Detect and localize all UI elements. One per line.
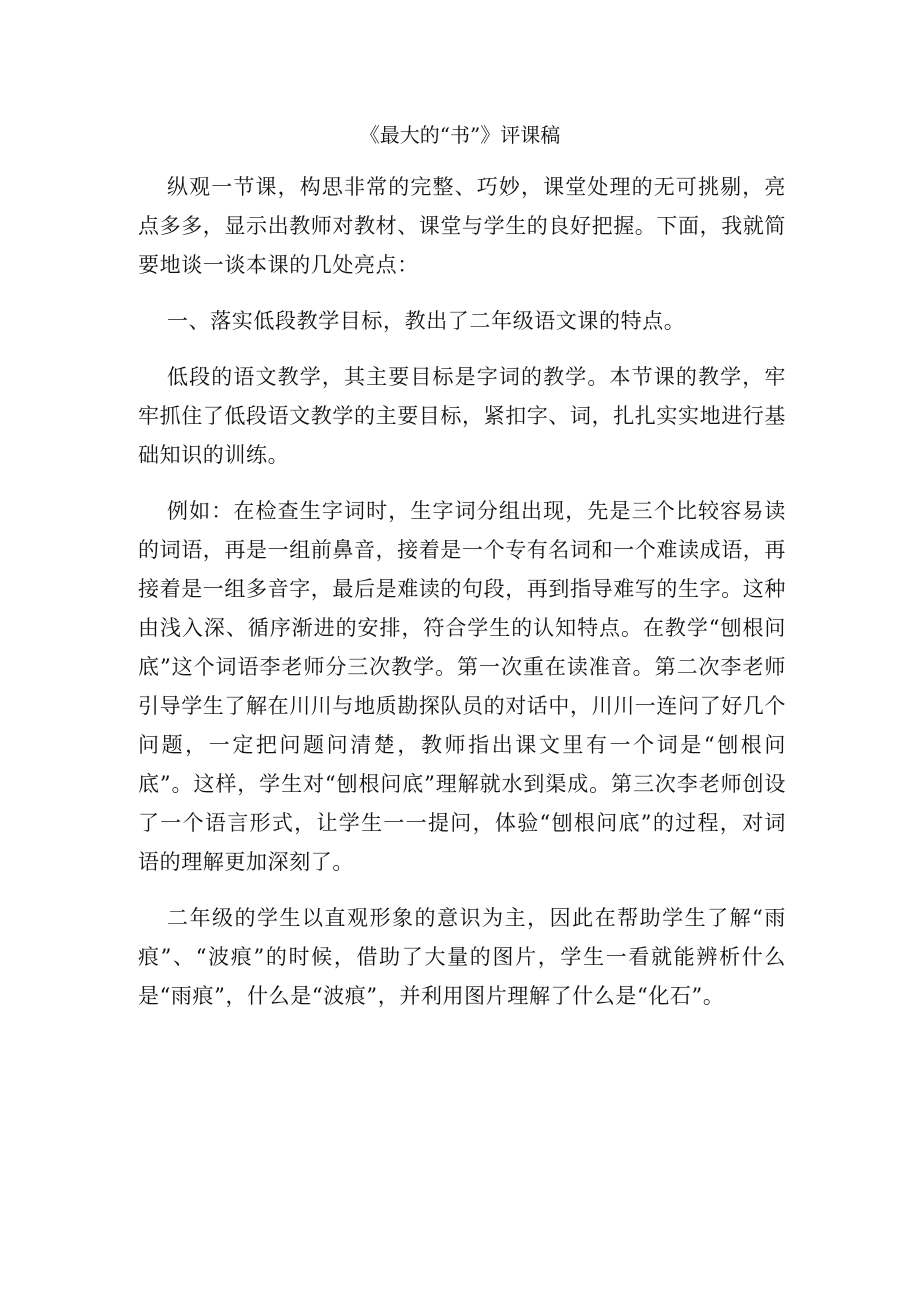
paragraph-goal: 低段的语文教学，其主要目标是字词的教学。本节课的教学，牢牢抓住了低段语文教学的主要目标，紧扣字、词，扎扎实实地进行基础知识的训练。 <box>138 365 786 467</box>
paragraph-images: 二年级的学生以直观形象的意识为主，因此在帮助学生了解“雨痕”、“波痕”的时候，借助了大量的图片，学生一看就能辨析什么是“雨痕”，什么是“波痕”，并利用图片理解了什么是“化石”。 <box>138 906 786 1008</box>
document-title: 《最大的“书”》评课稿 <box>359 123 561 147</box>
paragraph-heading-one: 一、落实低段教学目标，教出了二年级语文课的特点。 <box>167 309 686 333</box>
paragraph-example: 例如：在检查生字词时，生字词分组出现，先是三个比较容易读的词语，再是一组前鼻音，接着是一个专有名词和一个难读成语，再接着是一组多音字，最后是难读的句段，再到指导难写的生字。这种由浅入深、循序渐进的安排，符合学生的认知特点。在教学“刨根问底”这个词语李老师分三次教学。第一次重在读准音。第二次李老师引导学生了解在川川与地质勘探队员的对话中，川川一连问了好几个问题，一定把问题问清楚，教师指出课文里有一个词是“刨根问底”。这样，学生对“刨根问底”理解就水到渠成。第三次李老师创设了一个语言形式，让学生一一提问，体验“刨根问底”的过程，对词语的理解更加深刻了。 <box>138 499 786 874</box>
paragraph-intro: 纵观一节课，构思非常的完整、巧妙，课堂处理的无可挑剔，亮点多多，显示出教师对教材、课堂与学生的良好把握。下面，我就简要地谈一谈本课的几处亮点： <box>138 175 786 277</box>
document-body <box>138 168 786 1033</box>
